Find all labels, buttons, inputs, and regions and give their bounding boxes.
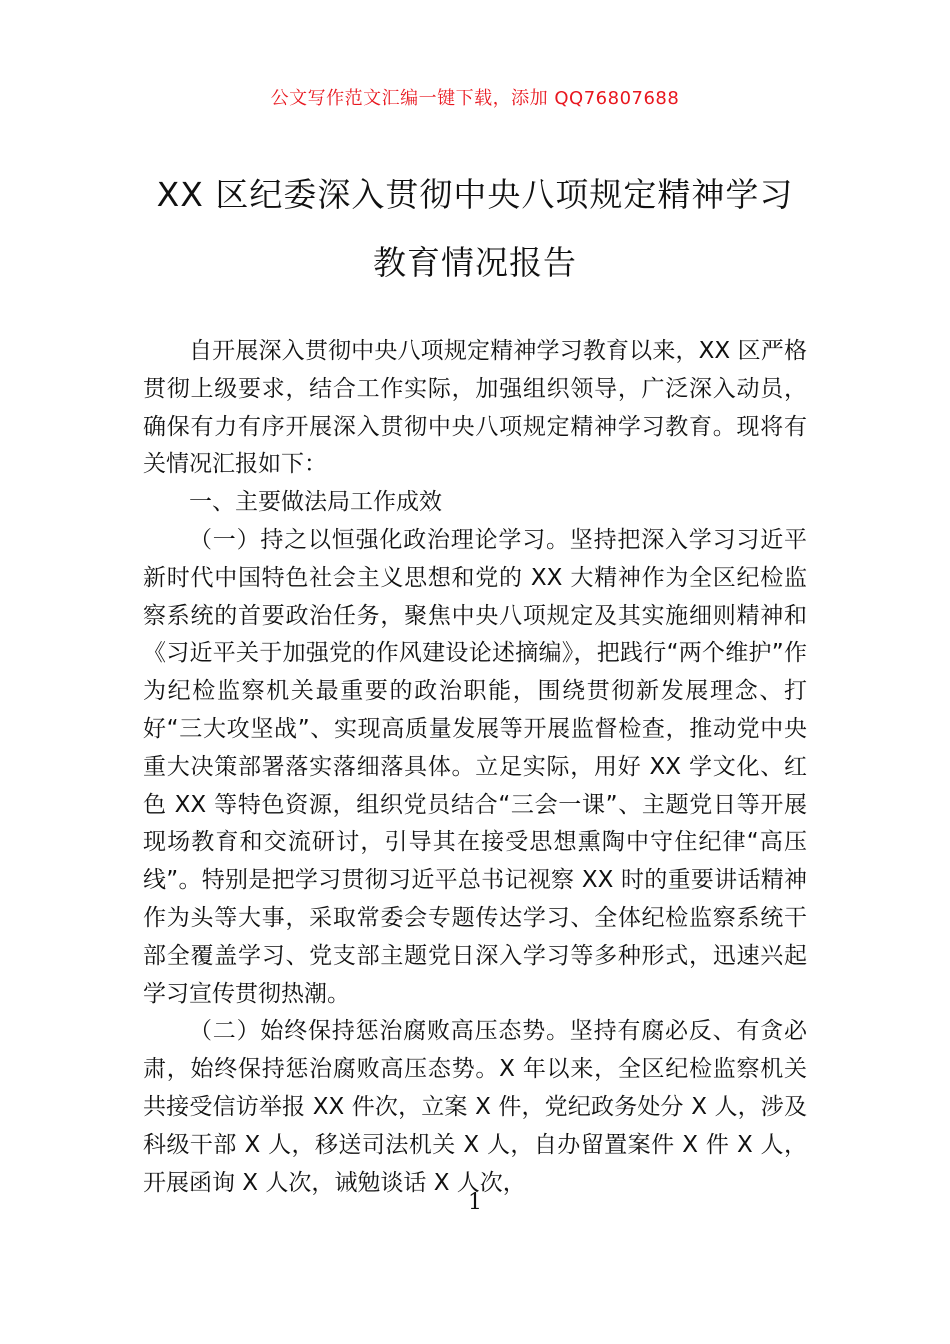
intro-paragraph: 自开展深入贯彻中央八项规定精神学习教育以来，XX 区严格贯彻上级要求，结合工作实际，加强组织领导，广泛深入动员，确保有力有序开展深入贯彻中央八项规定精神学习教育。现将有关情况汇报如下： (143, 338, 807, 478)
promo-banner[interactable]: 公文写作范文汇编一键下载，添加 QQ76807688 (270, 88, 680, 109)
body-paragraph: （一）持之以恒强化政治理论学习。坚持把深入学习习近平新时代中国特色社会主义思想和党的 XX 大精神作为全区纪检监察系统的首要政治任务，聚焦中央八项规定及其实施细则精神和《习近平关于加强党的作风建设论述摘编》，把践行“两个维护”作为纪检监察机关最重要的政治职能，围绕贯彻新发展理念、打好“三大攻坚战”、实现高质量发展等开展监督检查，推动党中央重大决策部署落实落细落具体。立足实际，用好 XX 学文化、红色 XX 等特色资源，组织党员结合“三会一课”、主题党日等开展现场教育和交流研讨，引导其在接受思想熏陶中守住纪律“高压线”。特别是把学习贯彻习近平总书记视察 XX 时的重要讲话精神作为头等大事，采取常委会专题传达学习、全体纪检监察系统干部全覆盖学习、党支部主题党日深入学习等多种形式，迅速兴起学习宣传贯彻热潮。 (143, 526, 807, 1007)
document-body (143, 333, 807, 1202)
document-title-line-1: XX 区纪委深入贯彻中央八项规定精神学习 (156, 175, 794, 214)
document-title-line-2: 教育情况报告 (373, 243, 577, 282)
section-heading: 一、主要做法局工作成效 (189, 489, 442, 516)
page-number: 1 (468, 1190, 482, 1215)
body-paragraph: （二）始终保持惩治腐败高压态势。坚持有腐必反、有贪必肃，始终保持惩治腐败高压态势。X 年以来，全区纪检监察机关共接受信访举报 XX 件次，立案 X 件，党纪政务处分 X 人，涉及科级干部 X 人，移送司法机关 X 人，自办留置案件 X 件 X 人，开展函询 X 人次，诫勉谈话 X 人次， (143, 1018, 807, 1196)
